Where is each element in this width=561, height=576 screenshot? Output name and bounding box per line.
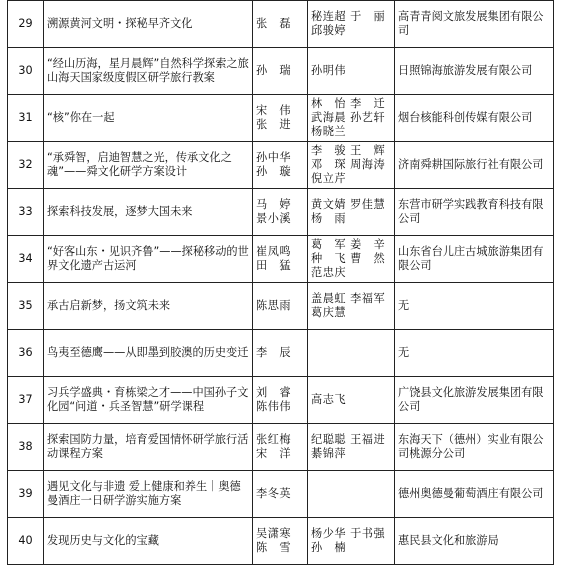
work-title: 探索国防力量，培育爱国情怀研学旅行活动课程方案 [44,424,253,471]
table-row [8,189,554,236]
author-names: 李 辰 [253,330,308,377]
row-number: 34 [8,236,44,283]
row-number: 35 [8,283,44,330]
table-row [8,471,554,518]
teacher-names: 盖晨虹 李福军 葛庆慧 [308,283,395,330]
organization-name: 烟台核能科创传媒有限公司 [395,95,554,142]
author-names: 陈思雨 [253,283,308,330]
teacher-names [308,471,395,518]
work-title: 鸟夷至德鹰——从即墨到胶澳的历史变迁 [44,330,253,377]
table-row [8,48,554,95]
author-names: 孙 瑞 [253,48,308,95]
author-names: 马 婷 景小溪 [253,189,308,236]
row-number: 36 [8,330,44,377]
teacher-names: 杨少华 于书强 孙 楠 [308,518,395,565]
organization-name: 济南舜耕国际旅行社有限公司 [395,142,554,189]
teacher-names: 林 怡 李 迁 武海晨 孙艺轩 杨晓兰 [308,95,395,142]
table-row [8,283,554,330]
work-title: 承古启新梦，扬文筑未来 [44,283,253,330]
award-list-table [7,0,554,565]
teacher-names: 纪聪聪 王福进 綦锦萍 [308,424,395,471]
organization-name: 广饶县文化旅游发展集团有限公司 [395,377,554,424]
row-number: 33 [8,189,44,236]
work-title: 发现历史与文化的宝藏 [44,518,253,565]
table-row [8,236,554,283]
teacher-names: 葛 军 姜 辛 种 飞 曹 然 范忠庆 [308,236,395,283]
author-names: 崔凤鸣 田 猛 [253,236,308,283]
table-row [8,1,554,48]
table-body [8,1,554,565]
author-names: 孙中华 孙 璇 [253,142,308,189]
work-title: “承舜智，启迪智慧之光，传承文化之魂”——舜文化研学方案设计 [44,142,253,189]
work-title: 遇见文化与非遗 爱上健康和养生｜奥德曼酒庄一日研学游实施方案 [44,471,253,518]
organization-name: 德州奥德曼葡萄酒庄有限公司 [395,471,554,518]
work-title: “经山历海，星月晨辉”自然科学探索之旅 山海天国家级度假区研学旅行教案 [44,48,253,95]
organization-name: 无 [395,283,554,330]
teacher-names [308,330,395,377]
table-row [8,142,554,189]
organization-name: 山东省台儿庄古城旅游集团有限公司 [395,236,554,283]
work-title: 探索科技发展，逐梦大国未来 [44,189,253,236]
author-names: 宋 伟 张 进 [253,95,308,142]
table-row [8,95,554,142]
teacher-names: 秘连超 于 丽 邱骏婷 [308,1,395,48]
work-title: “核”你在一起 [44,95,253,142]
row-number: 38 [8,424,44,471]
teacher-names: 李 骏 王 辉 邓 琛 周海涛 倪立芹 [308,142,395,189]
author-names: 张红梅 宋 洋 [253,424,308,471]
table-row [8,330,554,377]
row-number: 40 [8,518,44,565]
teacher-names: 高志飞 [308,377,395,424]
row-number: 30 [8,48,44,95]
organization-name: 无 [395,330,554,377]
author-names: 刘 睿 陈伟伟 [253,377,308,424]
author-names: 李冬英 [253,471,308,518]
author-names: 张 磊 [253,1,308,48]
work-title: “好客山东・见识齐鲁”——探秘移动的世界文化遗产古运河 [44,236,253,283]
work-title: 习兵学盛典・育栋梁之才——中国孙子文化园“问道・兵圣智慧”研学课程 [44,377,253,424]
teacher-names: 孙明伟 [308,48,395,95]
table-row [8,424,554,471]
organization-name: 高青青阅文旅发展集团有限公司 [395,1,554,48]
author-names: 吴潇寒 陈 雪 [253,518,308,565]
organization-name: 东营市研学实践教育科技有限公司 [395,189,554,236]
organization-name: 惠民县文化和旅游局 [395,518,554,565]
teacher-names: 黄文婧 罗佳慧 杨 雨 [308,189,395,236]
organization-name: 东海天下（德州）实业有限公司桃源分公司 [395,424,554,471]
table-row [8,377,554,424]
row-number: 31 [8,95,44,142]
work-title: 溯源黄河文明・探秘早齐文化 [44,1,253,48]
row-number: 37 [8,377,44,424]
table-row [8,518,554,565]
row-number: 32 [8,142,44,189]
row-number: 39 [8,471,44,518]
organization-name: 日照锦海旅游发展有限公司 [395,48,554,95]
row-number: 29 [8,1,44,48]
